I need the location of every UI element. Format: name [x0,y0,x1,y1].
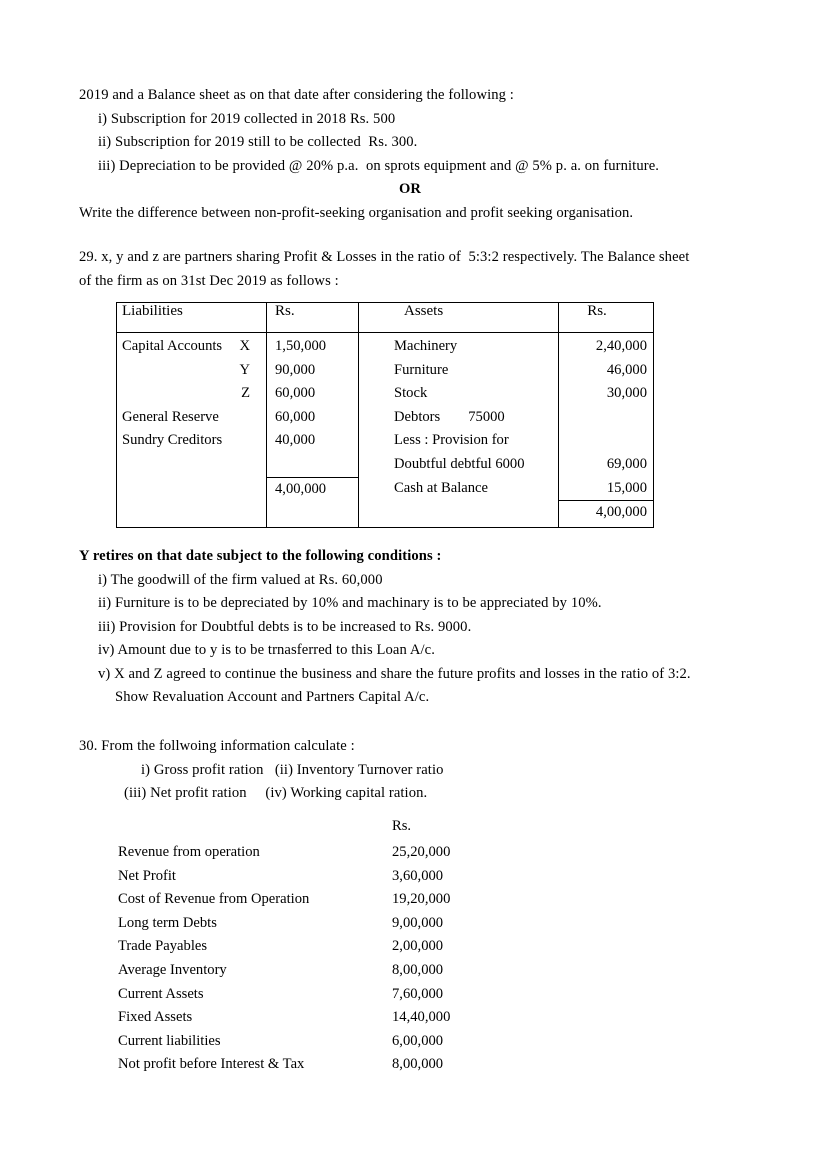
table-row [118,912,450,936]
liabilities-total-amount: 4,00,000 [267,477,358,502]
liability-amount: 60,000 [275,385,316,402]
question-29-stem-line-1: 29. x, y and z are partners sharing Profit & Losses in the ratio of 5:3:2 respectively. The Balance sheet [79,249,690,265]
liability-amount: 1,50,000 [275,338,327,354]
or-separator-label: OR [398,181,422,197]
asset-name: Debtors [394,408,441,425]
table-row [394,406,558,430]
table-row [122,429,266,453]
liability-name: Capital Accounts [122,338,223,354]
liabilities-amounts-cell [267,333,359,528]
table-row [118,1053,450,1077]
liabilities-names-cell [117,333,267,528]
liability-partner: Y [239,361,250,378]
figure-amount: 2,00,000 [392,938,444,955]
condition-item-5: v) X and Z agreed to continue the business and share the future profits and losses in the ratio of 3:2. [98,665,691,682]
alternative-question-text: Write the difference between non-profit-seeking organisation and profit seeking organisation. [79,204,634,221]
figure-label: Current liabilities [118,1032,221,1049]
liability-name: General Reserve [122,408,219,425]
balance-sheet-table [116,302,654,528]
liability-partner: X [239,338,250,354]
table-row [122,335,266,359]
asset-name: Cash at Balance [394,479,489,496]
table-row [118,959,450,983]
question-30-stem: 30. From the follwoing information calculate : [79,738,355,754]
table-row [118,865,450,889]
table-row [118,1030,450,1054]
table-header-row [117,303,654,333]
intro-lead-text: 2019 and a Balance sheet as on that date after considering the following : [79,87,514,103]
conditions-heading: Y retires on that date subject to the following conditions : [79,548,442,564]
assets-total-amount: 4,00,000 [559,500,653,525]
asset-amount: 15,000 [606,479,647,496]
liability-amount: 60,000 [275,408,316,425]
condition-item-1: i) The goodwill of the firm valued at Rs. 60,000 [98,571,383,588]
figure-amount: 9,00,000 [392,914,444,931]
asset-name: Less : Provision for [394,432,509,449]
figure-amount: 19,20,000 [392,891,451,908]
assets-amounts-cell [559,333,654,528]
figure-label: Fixed Assets [118,1009,193,1026]
asset-note: 75000 [468,408,505,425]
intro-item-2: ii) Subscription for 2019 still to be collected Rs. 300. [98,134,418,150]
asset-name: Machinery [394,338,458,354]
asset-name: Stock [394,385,428,402]
header-liabilities: Liabilities [117,303,267,333]
question-30-figures-table [118,841,450,1077]
figure-label: Not profit before Interest & Tax [118,1056,305,1073]
table-row [122,382,266,406]
table-row [118,1006,450,1030]
liability-amount: 40,000 [275,432,316,449]
assets-names-cell [359,333,559,528]
figure-amount: 6,00,000 [392,1032,444,1049]
question-29-stem-line-2: of the firm as on 31st Dec 2019 as follows : [79,272,339,289]
figure-amount: 8,00,000 [392,1056,444,1073]
figure-label: Trade Payables [118,938,208,955]
table-row [118,983,450,1007]
liability-name: Sundry Creditors [122,432,223,449]
figure-amount: 14,40,000 [392,1009,451,1026]
figure-amount: 25,20,000 [392,844,451,860]
table-row [394,335,544,359]
condition-item-4: iv) Amount due to y is to be trnasferred to this Loan A/c. [98,642,435,658]
asset-name: Furniture [394,361,449,378]
table-row [118,935,450,959]
balance-sheet-table-wrapper [116,302,653,528]
figure-amount: 8,00,000 [392,961,444,978]
figure-label: Current Assets [118,985,204,1002]
question-30-ratios-line-1: i) Gross profit ration (ii) Inventory Turnover ratio [141,761,444,778]
figure-amount: 3,60,000 [392,867,444,884]
asset-name: Doubtful debtful 6000 [394,455,525,472]
liability-partner [250,429,266,453]
question-28-continuation [79,84,779,293]
asset-amount: 46,000 [606,361,647,378]
figure-label: Average Inventory [118,961,227,978]
figures-amount-header: Rs. [392,818,412,834]
header-assets-amount: Rs. [559,303,654,333]
table-row [122,406,266,430]
table-row [122,359,266,383]
condition-item-6: Show Revaluation Account and Partners Capital A/c. [115,689,430,705]
figure-label: Long term Debts [118,914,217,931]
intro-item-3: iii) Depreciation to be provided @ 20% p.a. on sprots equipment and @ 5% p. a. on furniture. [98,157,660,174]
asset-amount: 2,40,000 [595,338,647,354]
condition-item-3: iii) Provision for Doubtful debts is to be increased to Rs. 9000. [98,618,472,635]
figure-label: Net Profit [118,867,176,884]
asset-amount: 69,000 [606,455,647,472]
liability-amount: 90,000 [275,361,316,378]
figure-label: Cost of Revenue from Operation [118,891,310,908]
question-30-ratios-line-2: (iii) Net profit ration (iv) Working capital ration. [124,785,428,801]
question-29-conditions [79,545,779,710]
spacer [79,225,779,246]
liability-partner: Z [241,385,250,402]
condition-item-2: ii) Furniture is to be depreciated by 10% and machinary is to be appreciated by 10%. [98,595,602,611]
intro-item-1: i) Subscription for 2019 collected in 2018 Rs. 500 [98,110,396,127]
header-liabilities-amount: Rs. [267,303,359,333]
question-30 [79,735,779,806]
header-assets: Assets [359,303,559,333]
asset-amount: 30,000 [606,385,647,402]
figure-amount: 7,60,000 [392,985,444,1002]
table-row [118,841,450,865]
figure-label: Revenue from operation [118,844,260,860]
table-body-row [117,333,654,528]
liability-partner [250,406,266,430]
table-row [118,888,450,912]
